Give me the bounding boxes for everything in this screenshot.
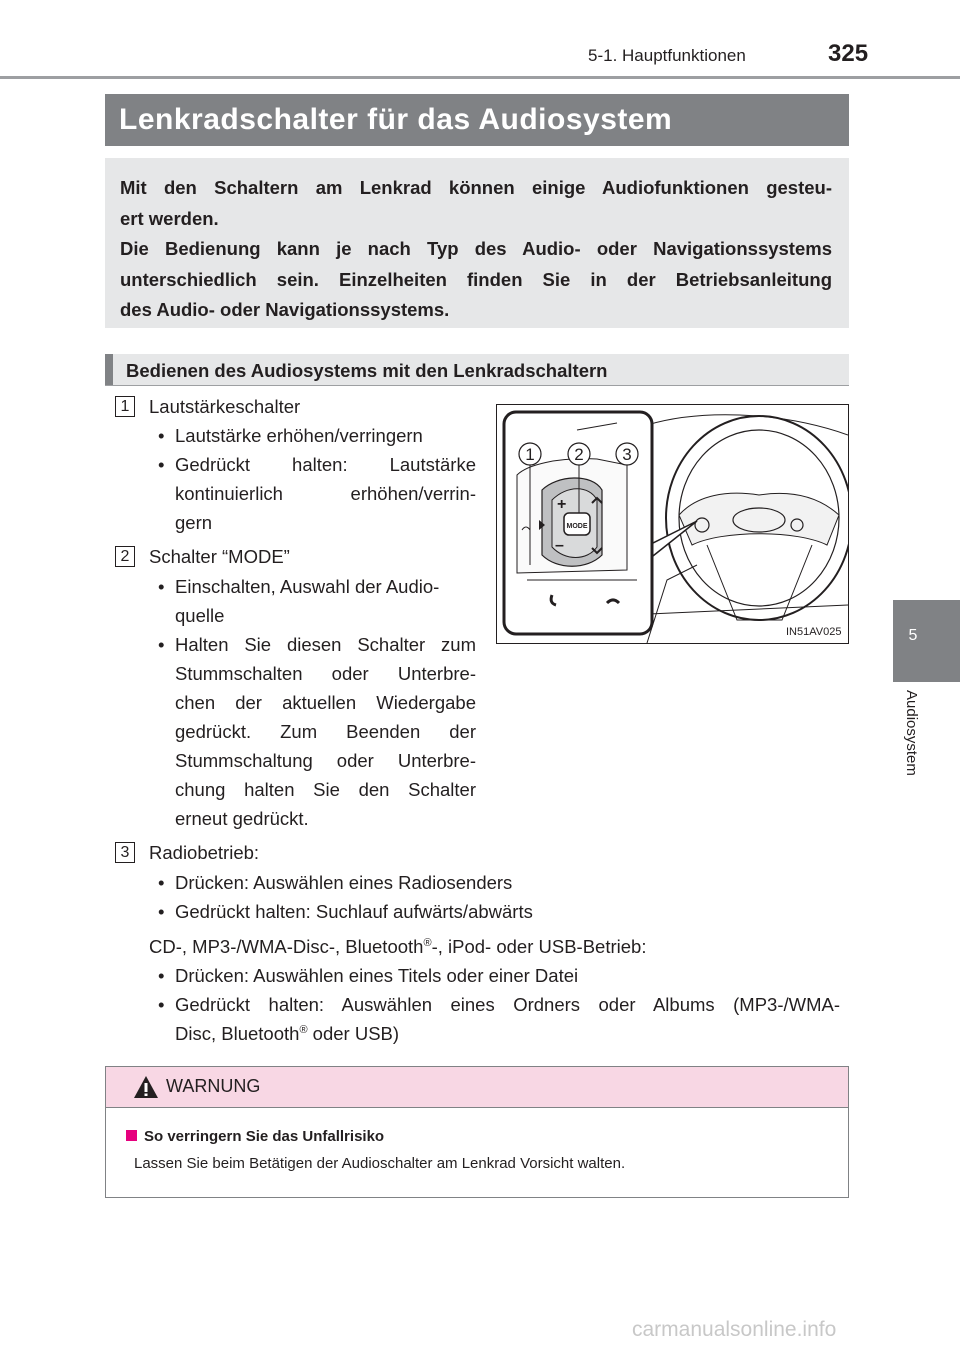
warning-subheading-text: So verringern Sie das Unfallrisiko <box>144 1128 385 1145</box>
subheading-bar <box>105 354 849 386</box>
callout-1-label: 1 <box>525 445 535 464</box>
bullet-dot: • <box>158 576 165 597</box>
subheading-accent <box>105 354 113 386</box>
bullet-dot: • <box>158 872 165 893</box>
bullet-text: Halten Sie diesen Schalter zum <box>175 634 476 655</box>
warning-box <box>105 1066 849 1198</box>
bullet-text: Gedrückt halten: Suchlauf aufwärts/abwärts <box>175 901 533 922</box>
intro-line: des Audio- oder Navigationssystems. <box>120 299 450 320</box>
intro-box <box>105 158 849 328</box>
mode-label: MODE <box>566 523 588 530</box>
minus-icon: – <box>555 537 564 554</box>
plus-icon: + <box>557 496 567 513</box>
bullet-dot: • <box>158 454 165 475</box>
intro-line: unterschiedlich sein. Einzelheiten finden Sie in der Betriebsanleitung <box>120 268 832 290</box>
bullet-dot: • <box>158 425 165 446</box>
wheel-spoke <box>679 493 839 545</box>
intro-line: Mit den Schaltern am Lenkrad können einige Audiofunktionen gesteu- <box>120 177 832 198</box>
warning-square-icon <box>126 1130 137 1141</box>
item-number-3: 3 <box>115 842 135 863</box>
item-heading: Radiobetrieb: <box>149 842 260 863</box>
callout-2-label: 2 <box>574 445 584 464</box>
bullet-dot: • <box>158 965 165 986</box>
intro-line: Die Bedienung kann je nach Typ des Audio- oder Navigationssystems <box>120 238 832 259</box>
item-number-1: 1 <box>115 396 135 417</box>
section-header: 5-1. Hauptfunktionen <box>588 46 746 65</box>
column-line <box>647 565 697 643</box>
dash-line <box>647 415 848 435</box>
subheading: Bedienen des Audiosystems mit den Lenkradschaltern <box>126 360 608 381</box>
bullet-text: erneut gedrückt. <box>175 808 309 829</box>
chapter-label-container <box>900 690 920 800</box>
bullet-text: Einschalten, Auswahl der Audio- <box>175 576 440 597</box>
page-number: 325 <box>828 40 869 67</box>
bullet-text: quelle <box>175 605 225 626</box>
subheading-rule <box>105 385 849 386</box>
title-bar <box>105 94 849 146</box>
callout-3-label: 3 <box>622 445 632 464</box>
warning-header <box>106 1067 848 1108</box>
intro-line: ert werden. <box>120 207 219 229</box>
bullet-text <box>175 1023 399 1045</box>
bullet-dot: • <box>158 634 165 655</box>
item-number-2: 2 <box>115 546 135 567</box>
cd-heading <box>149 936 646 958</box>
bullet-text: Stummschalten oder Unterbre- <box>175 663 476 684</box>
warning-title: WARNUNG <box>166 1076 261 1096</box>
dash-line <box>627 605 848 615</box>
figure-code: IN51AV025 <box>786 626 842 638</box>
warning-triangle-icon <box>133 1075 159 1099</box>
warning-subheading <box>126 1128 384 1145</box>
bullet-text: chung halten Sie den Schalter <box>175 779 476 800</box>
steering-wheel-illustration <box>497 405 848 643</box>
registered-mark: ® <box>299 1024 308 1036</box>
bullet-text: chen der aktuellen Wiedergabe <box>175 692 476 713</box>
cd-heading-pre: CD-, MP3-/WMA-Disc-, Bluetooth <box>149 936 424 957</box>
cd-heading-post: -, iPod- oder USB-Betrieb: <box>431 936 647 957</box>
item-heading: Schalter “MODE” <box>149 546 290 567</box>
bullet-text: kontinuierlich erhöhen/verrin- <box>175 483 476 504</box>
header-rule <box>0 76 960 79</box>
watermark: carmanualsonline.info <box>632 1318 837 1341</box>
bullet-text: Gedrückt halten: Lautstärke <box>175 454 476 475</box>
bullet-text-pre: Disc, Bluetooth <box>175 1023 300 1044</box>
registered-mark: ® <box>423 937 432 949</box>
bullet-text: Drücken: Auswählen eines Radiosenders <box>175 872 513 893</box>
bullet-text: gedrückt. Zum Beenden der <box>175 721 476 742</box>
bullet-text: Stummschaltung oder Unterbre- <box>175 750 476 771</box>
item-heading: Lautstärkeschalter <box>149 396 301 417</box>
steering-wheel-figure <box>496 404 849 644</box>
bullet-dot: • <box>158 901 165 922</box>
bullet-text: Drücken: Auswählen eines Titels oder einer Datei <box>175 965 579 986</box>
bullet-text: Lautstärke erhöhen/verringern <box>175 425 423 446</box>
page-title: Lenkradschalter für das Audiosystem <box>119 103 673 136</box>
bullet-text: gern <box>175 512 213 533</box>
bullet-text-post: oder USB) <box>307 1023 400 1044</box>
warning-text: Lassen Sie beim Betätigen der Audioschalter am Lenkrad Vorsicht walten. <box>134 1155 626 1172</box>
bullet-dot: • <box>158 994 165 1015</box>
intro-text <box>120 173 832 326</box>
chapter-label: Audiosystem <box>903 690 920 776</box>
chapter-number: 5 <box>908 627 918 644</box>
bullet-text: Gedrückt halten: Auswählen eines Ordners oder Albums (MP3-/WMA- <box>175 994 840 1015</box>
